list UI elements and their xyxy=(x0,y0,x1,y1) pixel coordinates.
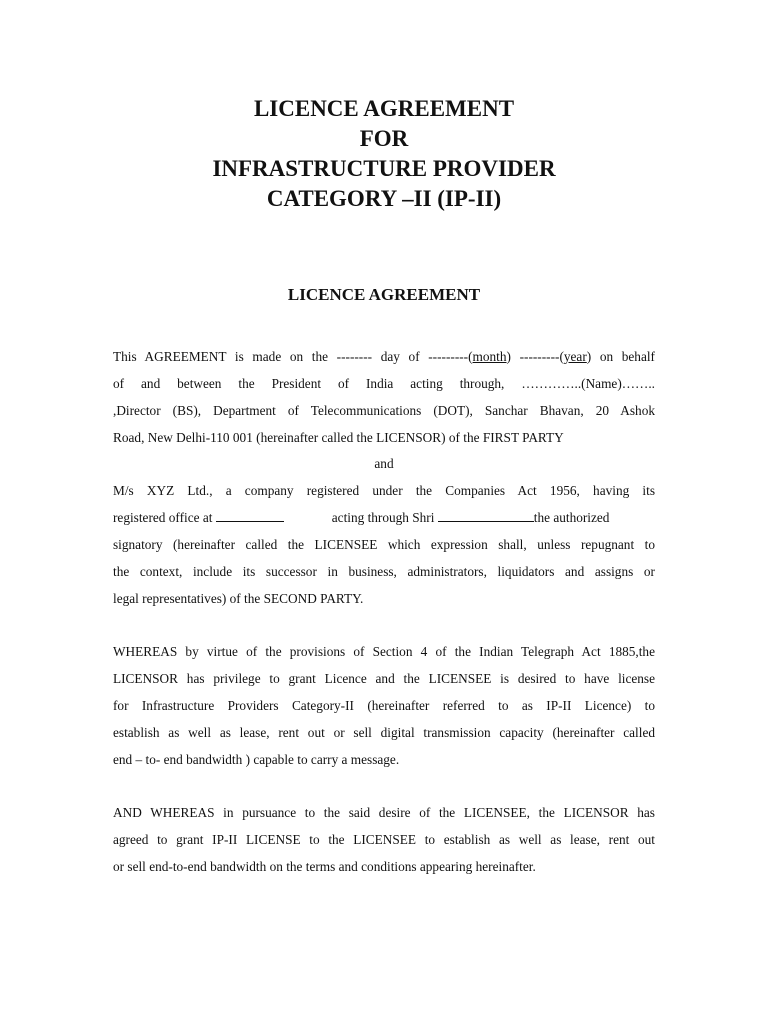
para2-line-5: end – to- end bandwidth ) capable to carry a message. xyxy=(113,752,400,767)
title-line-3: INFRASTRUCTURE PROVIDER xyxy=(212,156,556,181)
title-line-2: FOR xyxy=(359,126,409,151)
para2-line-3: for Infrastructure Providers Category-II (hereinafter referred to as IP-II Licence) to xyxy=(113,698,655,713)
para3-line-1: AND WHEREAS in pursuance to the said desire of the LICENSEE, the LICENSOR has xyxy=(113,805,655,820)
para1-line-7: signatory (hereinafter called the LICENSEE which expression shall, unless repugnant to xyxy=(113,537,655,552)
title-line-4: CATEGORY –II (IP-II) xyxy=(266,186,502,211)
para1-line-9: legal representatives) of the SECOND PARTY. xyxy=(113,591,364,606)
para3-line-2: agreed to grant IP-II LICENSE to the LICENSEE to establish as well as lease, rent out xyxy=(113,832,655,847)
registered-office-blank xyxy=(216,509,284,522)
section-heading: LICENCE AGREEMENT xyxy=(287,285,481,304)
acting-through-label: acting through Shri xyxy=(331,510,435,525)
registered-office-label: registered office at xyxy=(113,510,213,525)
shri-name-blank xyxy=(438,509,534,522)
para2-line-1: WHEREAS by virtue of the provisions of Section 4 of the Indian Telegraph Act 1885,the xyxy=(113,644,655,659)
para1-line-1-text-a: This AGREEMENT is made on the -------- day of ---------( xyxy=(113,349,473,364)
authorized-label: the authorized xyxy=(533,510,610,525)
para1-line-4: Road, New Delhi-110 001 (hereinafter called the LICENSOR) of the FIRST PARTY xyxy=(113,430,564,445)
para1-line-1-text-b: ) ---------( xyxy=(506,349,564,364)
para1-line-8: the context, include its successor in business, administrators, liquidators and assigns or xyxy=(113,564,655,579)
para1-line-1-text-c: ) on behalf xyxy=(586,349,655,364)
para1-line-6 xyxy=(113,509,655,527)
month-placeholder: month xyxy=(472,349,507,364)
para1-line-1 xyxy=(113,348,655,366)
and-connector: and xyxy=(374,456,394,471)
para3-line-3: or sell end-to-end bandwidth on the terms and conditions appearing hereinafter. xyxy=(113,859,536,874)
para1-line-5: M/s XYZ Ltd., a company registered under the Companies Act 1956, having its xyxy=(113,483,655,498)
year-placeholder: year xyxy=(563,349,587,364)
para2-line-2: LICENSOR has privilege to grant Licence and the LICENSEE is desired to have license xyxy=(113,671,655,686)
para1-line-3: ,Director (BS), Department of Telecommunications (DOT), Sanchar Bhavan, 20 Ashok xyxy=(113,403,655,418)
para1-line-2: of and between the President of India acting through, …………..(Name)…….. xyxy=(113,376,655,391)
para2-line-4: establish as well as lease, rent out or sell digital transmission capacity (hereinafter called xyxy=(113,725,655,740)
document-title xyxy=(0,94,768,214)
title-line-1: LICENCE AGREEMENT xyxy=(253,96,515,121)
